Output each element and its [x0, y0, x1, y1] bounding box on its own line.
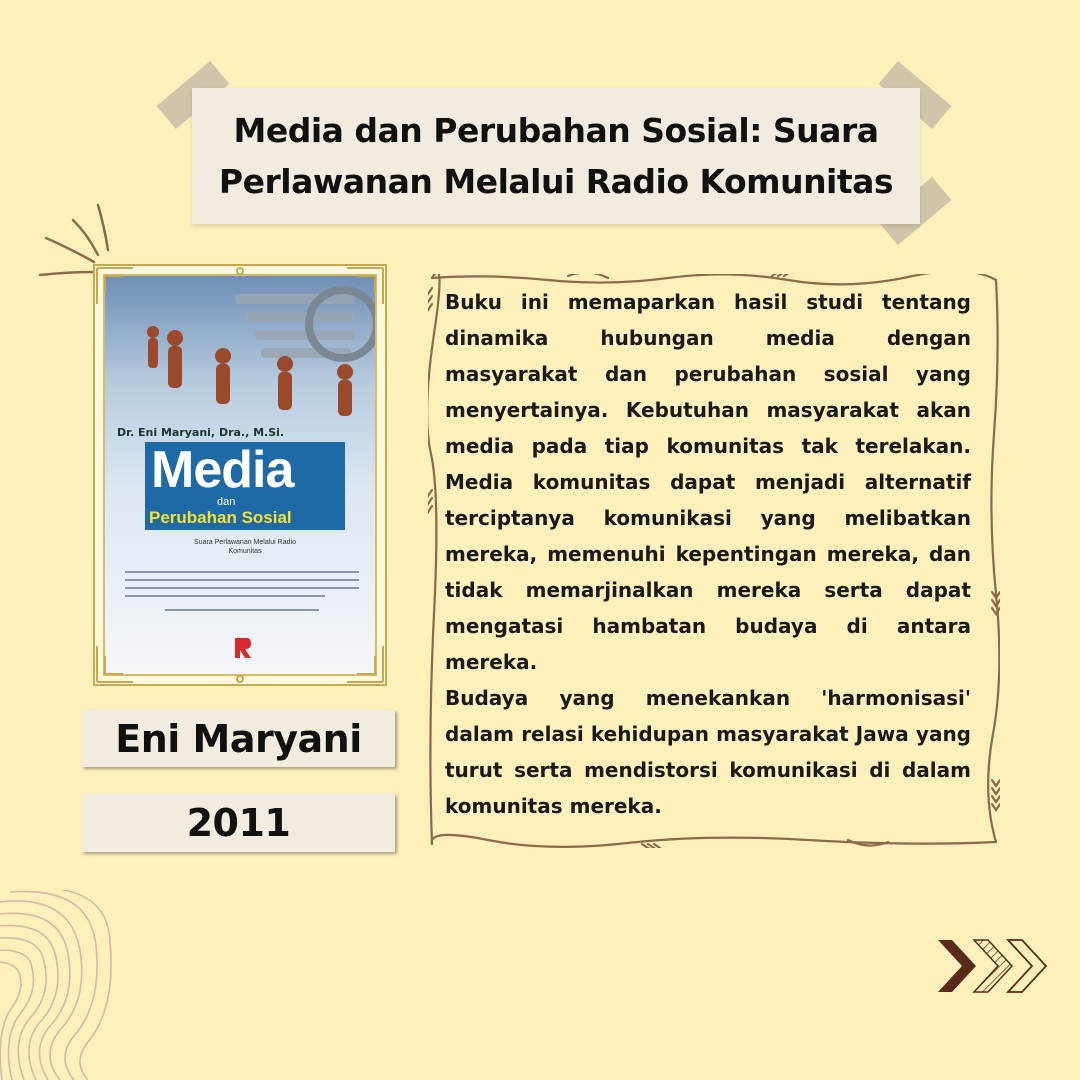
wave-lines-decoration: [0, 890, 130, 1080]
author-name: Eni Maryani: [115, 716, 362, 761]
year-label: [82, 794, 395, 852]
cover-title: Media: [151, 441, 294, 499]
book-description: [445, 284, 971, 824]
cover-subtitle: Perubahan Sosial: [149, 508, 292, 527]
cover-corner-ornaments: [93, 264, 387, 686]
cover-connector: dan: [217, 496, 236, 508]
title-line-2: Perlawanan Melalui Radio Komunitas: [218, 162, 894, 201]
page-title: [200, 92, 912, 220]
cover-author-line: Dr. Eni Maryani, Dra., M.Si.: [117, 426, 285, 439]
description-paragraph-2: Budaya yang menekankan 'harmonisasi' dalam relasi kehidupan masyarakat Jawa yang turut serta mendistorsi komunikasi di dalam komunitas mereka.: [445, 686, 971, 818]
publication-year: 2011: [186, 801, 291, 845]
author-label: [82, 710, 395, 767]
next-arrows-icon: [936, 936, 1050, 1000]
title-line-1: Media dan Perubahan Sosial: Suara: [233, 111, 879, 150]
cover-tagline: Suara Perlawanan Melalui Radio Komunitas: [194, 539, 296, 555]
description-paragraph-1: Buku ini memaparkan hasil studi tentang dinamika hubungan media dengan masyarakat dan perubahan sosial yang menyertainya. Kebutuhan masyarakat akan media pada tiap komunitas tak terelakan. Media komunitas dapat menjadi alternatif terciptanya komunikasi yang melibatkan mereka, memenuhi kepentingan mereka, dan tidak memarjinalkan mereka serta dapat mengatasi hambatan budaya di antara mereka.: [445, 290, 971, 674]
